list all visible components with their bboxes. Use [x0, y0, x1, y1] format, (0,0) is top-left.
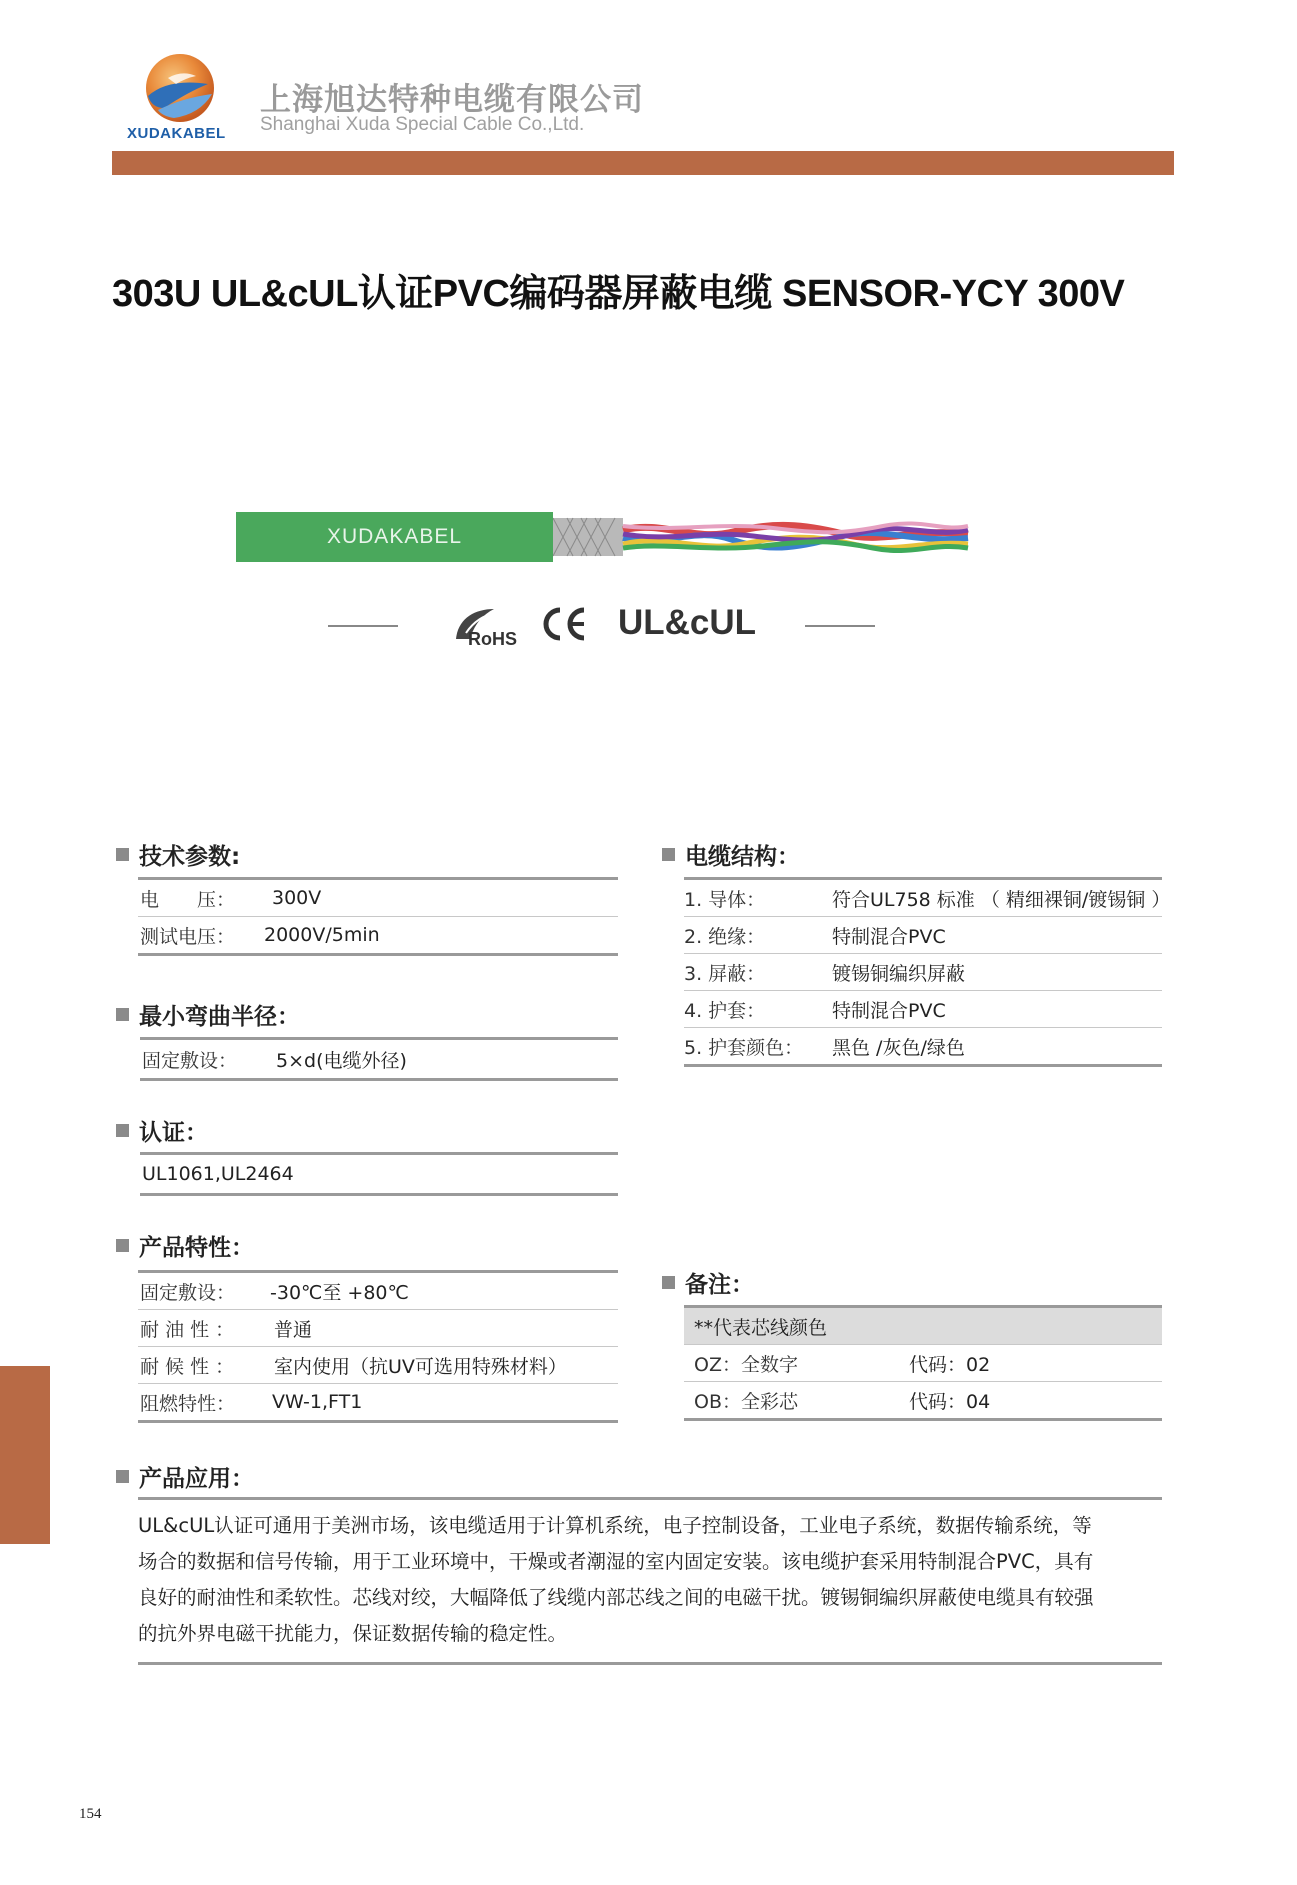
table-row: 测试电压： 2000V/5min	[140, 924, 380, 948]
header-divider-bar	[112, 151, 1174, 175]
bullet-square-icon	[116, 1239, 129, 1252]
table-row: 固定敷设： 5×d(电缆外径)	[142, 1049, 407, 1072]
table-row: 耐 油 性 ： 普通	[138, 1310, 618, 1347]
tech-params-table	[138, 877, 618, 956]
section-heading-certification: 认证：	[116, 1114, 208, 1147]
table-row: 电 压： 300V	[138, 880, 618, 917]
cable-jacket-image	[236, 512, 553, 562]
company-logo	[138, 48, 222, 132]
application-text-block	[138, 1497, 1162, 1665]
table-row: 阻燃特性： VW-1,FT1	[140, 1391, 363, 1415]
application-line: 场合的数据和信号传输，用于工业环境中，干燥或者潮湿的室内固定安装。该电缆护套采用特制混合PVC，具有	[138, 1550, 1094, 1573]
bullet-square-icon	[116, 1124, 129, 1137]
section-heading-tech: 技术参数:	[116, 838, 240, 871]
bullet-square-icon	[116, 1008, 129, 1021]
table-row: OB：全彩芯 代码：04	[694, 1390, 991, 1413]
bullet-square-icon	[662, 848, 675, 861]
table-row: 2. 绝缘： 特制混合PVC	[684, 917, 1162, 954]
table-row: 4. 护套： 特制混合PVC	[684, 991, 1162, 1028]
structure-table	[684, 877, 1171, 1067]
rohs-icon	[452, 603, 522, 647]
table-row: 1. 导体： 符合UL758 标准 （ 精细裸铜/镀锡铜 ）	[684, 880, 1162, 917]
cable-print-label: XUDAKABEL	[326, 525, 463, 548]
ul-cul-mark: UL&cUL	[618, 603, 757, 642]
section-heading-bend-radius: 最小弯曲半径：	[116, 998, 300, 1031]
table-row: 5. 护套颜色： 黑色 /灰色/绿色	[684, 1036, 965, 1059]
application-line: 良好的耐油性和柔软性。芯线对绞，大幅降低了线缆内部芯线之间的电磁干扰。镀锡铜编织屏蔽使电缆具有较强	[138, 1586, 1094, 1609]
notes-table	[684, 1305, 1162, 1421]
company-name-cn: 上海旭达特种电缆有限公司	[260, 82, 644, 118]
table-row: UL1061,UL2464	[142, 1163, 294, 1185]
bend-radius-table	[140, 1037, 618, 1081]
application-line: 的抗外界电磁干扰能力，保证数据传输的稳定性。	[138, 1622, 568, 1645]
table-row: OZ：全数字 代码：02	[684, 1345, 1162, 1382]
section-heading-features: 产品特性：	[116, 1229, 254, 1262]
side-tab-marker	[0, 1366, 50, 1544]
cert-divider-left	[328, 625, 398, 627]
product-title: 303U UL&cUL认证PVC编码器屏蔽电缆 SENSOR-YCY 300V	[112, 273, 1125, 315]
bullet-square-icon	[662, 1276, 675, 1289]
cable-wires-image	[553, 512, 973, 562]
table-row: 固定敷设： -30℃至 +80℃	[138, 1273, 618, 1310]
bullet-square-icon	[116, 848, 129, 861]
ce-mark-icon	[540, 604, 588, 644]
table-row: 3. 屏蔽： 镀锡铜编织屏蔽	[684, 954, 1162, 991]
page-number: 154	[79, 1806, 102, 1822]
company-name-en: Shanghai Xuda Special Cable Co.,Ltd.	[260, 114, 585, 135]
features-table	[138, 1270, 618, 1423]
bullet-square-icon	[116, 1470, 129, 1483]
brand-name: XUDAKABEL	[127, 125, 226, 142]
section-heading-application: 产品应用：	[116, 1460, 254, 1493]
table-row: 耐 候 性 ： 室内使用（抗UV可选用特殊材料）	[138, 1347, 618, 1384]
globe-logo-icon	[138, 48, 222, 132]
section-heading-notes: 备注：	[662, 1266, 754, 1299]
rohs-label: RoHS	[468, 629, 517, 647]
certification-table	[140, 1152, 618, 1196]
application-line: UL&cUL认证可通用于美洲市场，该电缆适用于计算机系统，电子控制设备，工业电子系统，数据传输系统，等	[138, 1514, 1092, 1537]
section-heading-structure: 电缆结构：	[662, 838, 800, 871]
table-header-row: **代表芯线颜色	[684, 1308, 1162, 1345]
cert-divider-right	[805, 625, 875, 627]
